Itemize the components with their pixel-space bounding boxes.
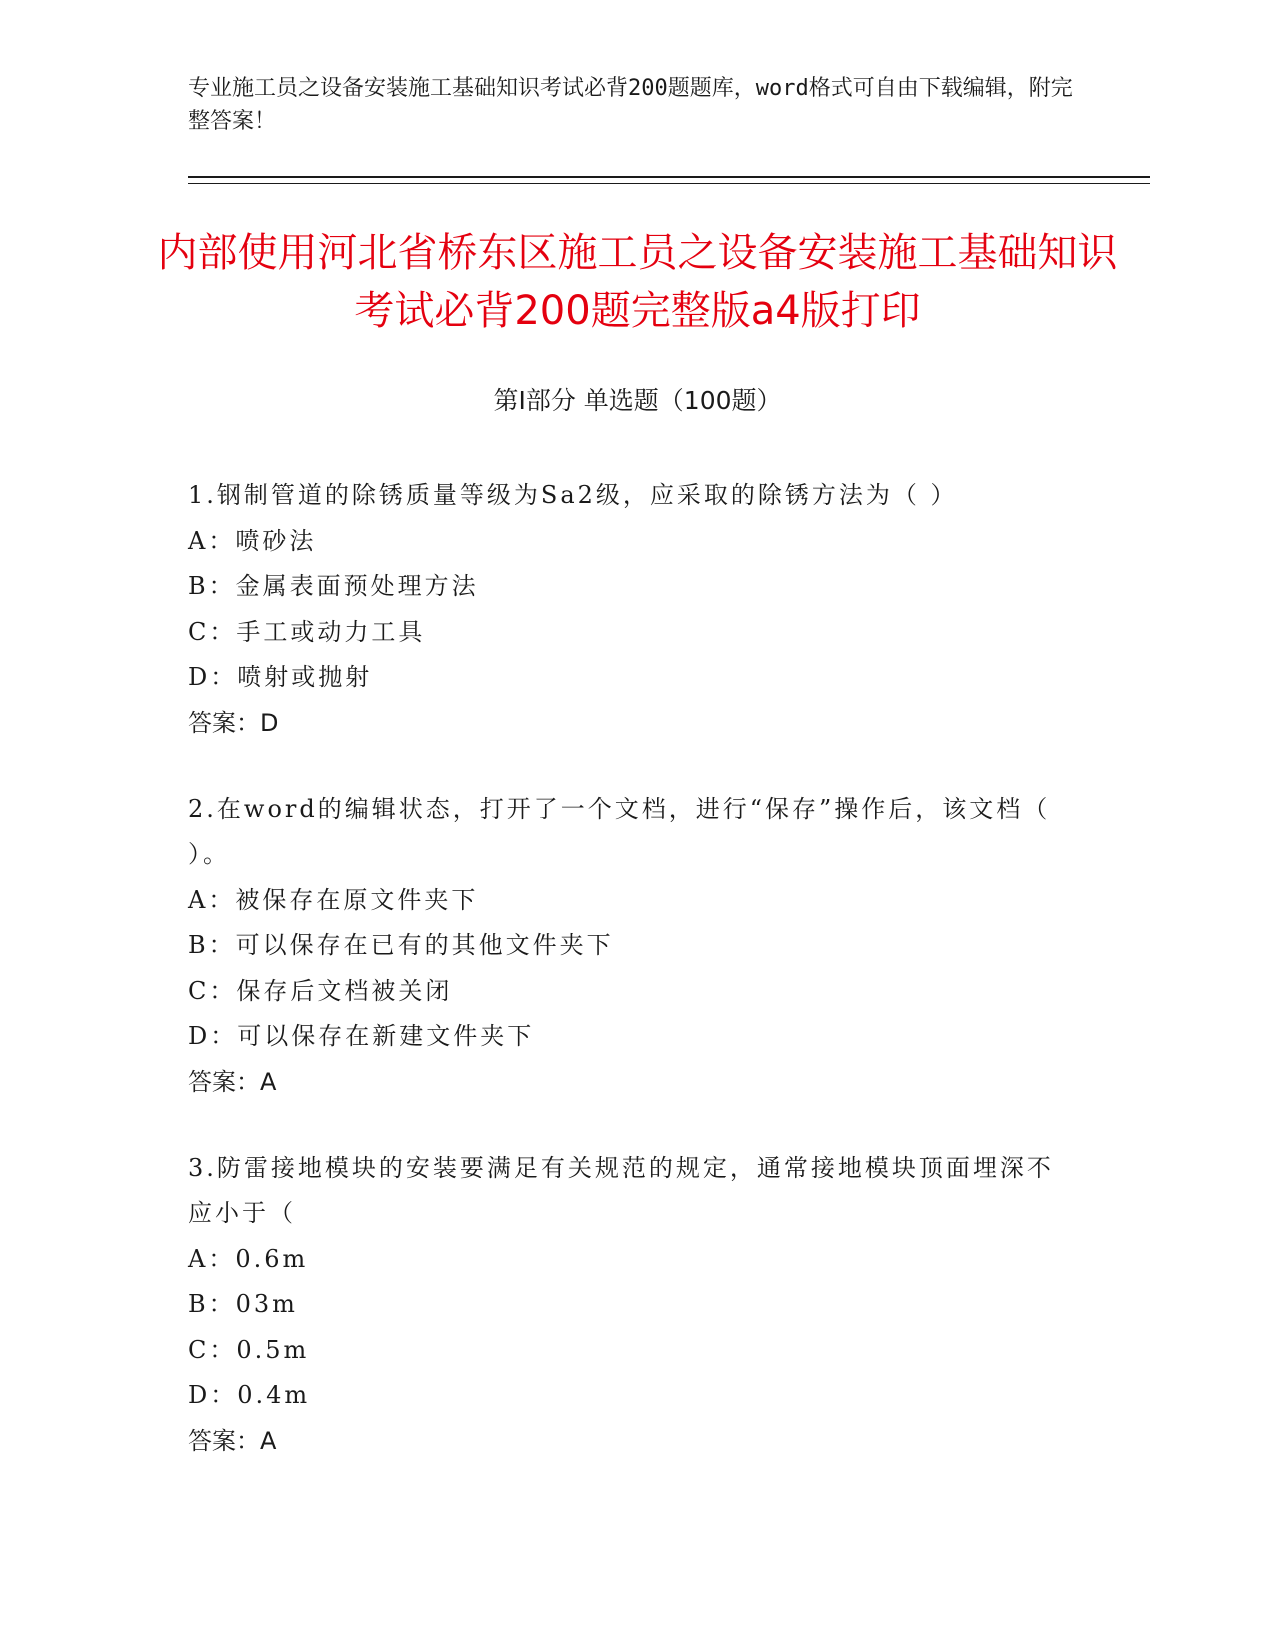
option-d: D：喷射或抛射 [188, 663, 373, 691]
option-a: A：0.6m [188, 1244, 309, 1273]
option-b: B：03m [188, 1290, 298, 1318]
option-b: B：可以保存在已有的其他文件夹下 [188, 931, 614, 959]
option-a: A：喷砂法 [188, 526, 317, 555]
option-c: C：0.5m [188, 1335, 310, 1364]
question-list [188, 473, 1068, 1505]
question-2 [188, 787, 1068, 1105]
answer: 答案：A [188, 1426, 277, 1455]
option-c: C：保存后文档被关闭 [188, 976, 453, 1005]
question-1 [188, 473, 1068, 746]
question-text: 2.在word的编辑状态，打开了一个文档，进行“保存”操作后，该文档（ ）。 [188, 794, 1051, 868]
header-note: 专业施工员之设备安装施工基础知识考试必背200题题库，word格式可自由下载编辑，附完整答案！ [188, 76, 1073, 134]
question-text: 1.钢制管道的除锈质量等级为Sa2级，应采取的除锈方法为（ ） [188, 481, 958, 509]
answer: 答案：A [188, 1067, 277, 1096]
header-rule-thin [188, 183, 1150, 184]
option-a: A：被保存在原文件夹下 [188, 885, 479, 914]
question-3 [188, 1146, 1068, 1464]
document-title: 内部使用河北省桥东区施工员之设备安装施工基础知识考试必背200题完整版a4版打印 [157, 230, 1118, 334]
option-d: D：可以保存在新建文件夹下 [188, 1022, 535, 1050]
option-b: B：金属表面预处理方法 [188, 572, 479, 600]
answer: 答案：D [188, 708, 279, 737]
header-rule-thick [188, 176, 1150, 178]
section-heading: 第I部分 单选题（100题） [493, 386, 782, 415]
question-text: 3.防雷接地模块的安装要满足有关规范的规定，通常接地模块顶面埋深不应小于（ [188, 1153, 1054, 1227]
option-c: C：手工或动力工具 [188, 617, 426, 646]
option-d: D：0.4m [188, 1381, 311, 1409]
